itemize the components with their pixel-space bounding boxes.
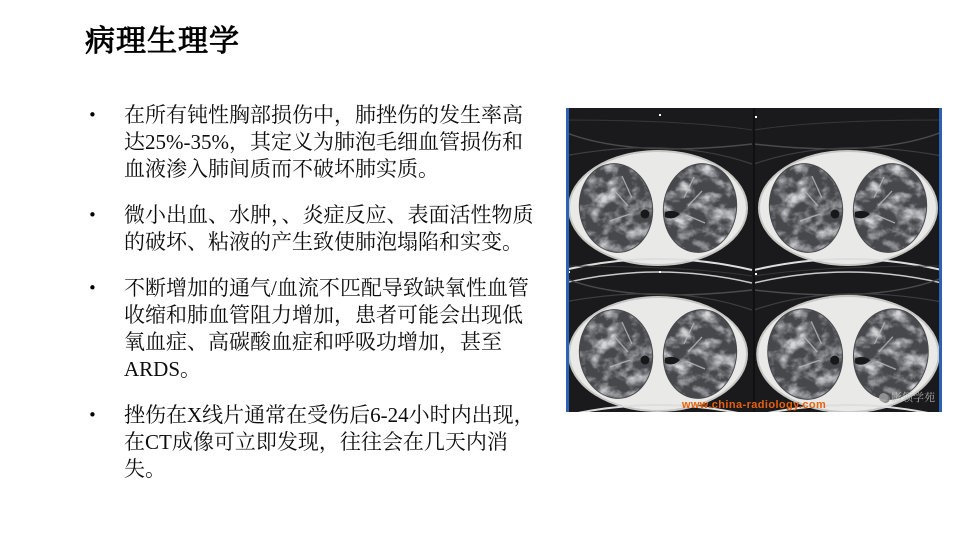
bullet-list [86,102,542,502]
slide-title: 病理生理学 [85,25,240,58]
brand-watermark-text: 影领学苑 [891,392,935,404]
brand-logo-icon [879,393,888,402]
bullet-text: 在所有钝性胸部损伤中，肺挫伤的发生率高达25%-35%，其定义为肺泡毛细血管损伤和血液渗入肺间质而不破坏肺实质。 [124,103,523,181]
bullet-icon: • [88,206,97,224]
bullet-icon: • [88,106,97,124]
bullet-text: 不断增加的通气/血流不匹配导致缺氧性血管收缩和肺血管阻力增加，患者可能会出现低氧血症、高碳酸血症和呼吸功增加，甚至ARDS。 [124,276,529,381]
watermark-url: www.china-radiology.com [681,399,827,411]
brand-watermark [879,389,935,405]
bullet-icon: • [88,406,97,424]
bullet-text: 挫伤在X线片通常在受伤后6-24小时内出现，在CT成像可立即发现，往往会在几天内消失。 [124,403,535,481]
bullet-text: 微小出血、水肿，、炎症反应、表面活性物质的破坏、粘液的产生致使肺泡塌陷和实变。 [124,203,534,254]
bullet-icon: • [88,279,97,297]
ct-scan-graphic [566,108,942,412]
ct-scan-image [566,108,942,412]
list-item [86,402,542,483]
list-item [86,202,542,256]
list-item [86,102,542,183]
list-item [86,275,542,383]
